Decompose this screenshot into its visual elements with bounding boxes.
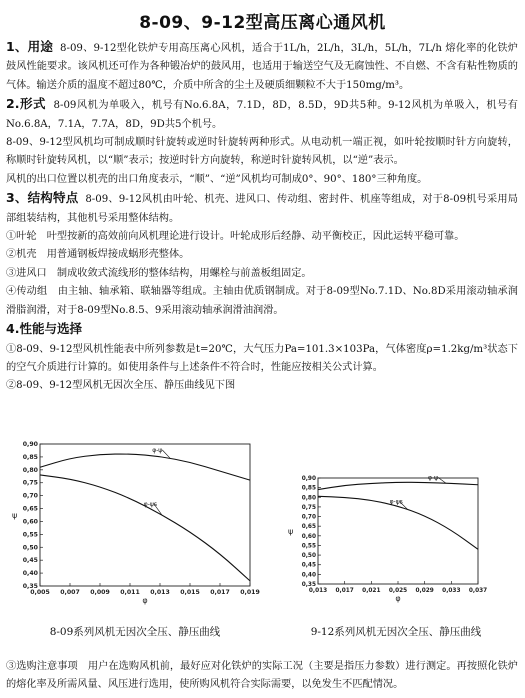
- y-tick-label: 0,80: [22, 466, 38, 474]
- y-tick-label: 0,85: [22, 453, 38, 461]
- y-tick-label: 0,80: [301, 495, 316, 502]
- y-tick-label: 0,85: [301, 485, 316, 492]
- list-item: ③进风口 制成收敛式流线形的整体结构，用螺栓与前盖板组固定。: [6, 267, 312, 279]
- y-tick-label: 0,60: [22, 518, 38, 526]
- series-line: [40, 475, 250, 581]
- charts-row: [0, 432, 525, 642]
- y-tick-label: 0,40: [22, 570, 38, 578]
- section-text: 8-09风机为单吸入，机号有No.6.8A，7.1D，8D，8.5D，9D共5种。9-12风机为单吸入，机号有No.6.8A，7.1A，7.7A，8D，9D共5个机号。: [6, 100, 518, 130]
- y-axis-label: ψ: [12, 511, 18, 520]
- x-tick-label: 0,009: [90, 589, 110, 596]
- list-item: ④传动组 由主轴、轴承箱、联轴器等组成。主轴由优质钢制成。对于8-09型No.7.1D、No.8D采用滚动轴承润滑脂润滑，对于8-09型No.8.5、9采用滚动轴承润滑油润滑。: [6, 286, 518, 316]
- y-tick-label: 0,55: [301, 543, 316, 550]
- series-label: φ-ψs: [389, 498, 403, 506]
- y-tick-label: 0,90: [301, 476, 316, 482]
- y-tick-label: 0,65: [22, 505, 38, 513]
- body-text: [6, 38, 518, 396]
- plot-frame: [40, 444, 250, 586]
- x-tick-label: 0,017: [210, 589, 230, 596]
- x-tick-label: 0,029: [415, 588, 434, 594]
- y-tick-label: 0,55: [22, 531, 38, 539]
- y-tick-label: 0,70: [22, 492, 38, 500]
- x-tick-label: 0,011: [120, 589, 140, 596]
- y-tick-label: 0,40: [301, 572, 316, 579]
- section-form: [6, 95, 518, 134]
- series-label: φ-ψ: [428, 474, 439, 482]
- section-text: 8-09、9-12型化铁炉专用高压离心风机，适合于1L/h，2L/h，3L/h，5L/h，7L/h 熔化率的化铁炉鼓风性能要求。该风机还可作为各种锻冶炉的鼓风用，也适用于输送空气及无腐蚀性、不自燃、不含有粘性物质的气体。输送介质的温度不超过80℃，介质中所含的尘土及硬质细颗粒不大于150mg/m³。: [6, 43, 518, 91]
- page-title: 8-09、9-12型高压离心通风机: [139, 13, 386, 33]
- x-tick-label: 0,019: [240, 589, 260, 596]
- y-tick-label: 0,60: [301, 533, 316, 540]
- y-tick-label: 0,35: [22, 583, 38, 590]
- series-line: [40, 454, 250, 480]
- y-tick-label: 0,50: [22, 544, 38, 552]
- section-usage: [6, 38, 518, 95]
- x-axis-label: φ: [142, 596, 148, 605]
- x-tick-label: 0,015: [180, 589, 200, 596]
- section-heading: 1、用途: [6, 39, 54, 54]
- chart-caption: 9-12系列风机无因次全压、静压曲线: [310, 626, 482, 638]
- section-text: 8-09、9-12风机由叶轮、机壳、进风口、传动组、密封件、机座等组成，对于8-09机号采用局部组装结构，其他机号采用整体结构。: [6, 194, 518, 224]
- x-tick-label: 0,033: [442, 588, 461, 594]
- series-label: φ-ψ: [152, 446, 163, 454]
- x-tick-label: 0,007: [60, 589, 80, 596]
- section-performance: [6, 320, 518, 340]
- plot-frame: [318, 478, 478, 584]
- chart-9-12: [284, 472, 488, 608]
- y-tick-label: 0,75: [22, 479, 38, 487]
- chart-caption: 8-09系列风机无因次全压、静压曲线: [49, 626, 221, 638]
- paragraph: 8-09、9-12型风机均可制成顺时针旋转或逆时针旋转两种形式。从电动机一端正视，如叶轮按顺时针方向旋转，称顺时针旋转风机，以“顺”表示；按逆时针方向旋转，称逆时针旋转风机，以“逆”表示。: [6, 137, 518, 167]
- x-tick-label: 0,013: [150, 589, 170, 596]
- y-tick-label: 0,35: [301, 582, 316, 588]
- y-tick-label: 0,70: [301, 514, 316, 521]
- x-tick-label: 0,013: [308, 588, 328, 594]
- x-tick-label: 0,025: [388, 588, 408, 594]
- paragraph: 风机的出口位置以机壳的出口角度表示，“顺”、“逆”风机均可制成0°、90°、180°三种角度。: [6, 173, 428, 185]
- series-label: φ-ψs: [143, 500, 158, 508]
- list-item: ①8-09、9-12型风机性能表中所列参数是t=20℃，大气压力Pa=101.3×103Pa，气体密度ρ=1.2kg/m³状态下的空气介质进行计算的。如使用条件与上述条件不符合时，性能应按相关公式计算。: [6, 343, 518, 373]
- x-tick-label: 0,017: [335, 588, 354, 594]
- list-item: ②机壳 用普通钢板焊接成蜗形壳整体。: [6, 249, 190, 261]
- list-item: ①叶轮 叶型按新的高效前向风机理论进行设计。叶轮成形后经静、动平衡校正，因此运转平稳可靠。: [6, 231, 465, 243]
- x-tick-label: 0,037: [468, 588, 488, 594]
- y-tick-label: 0,65: [301, 524, 316, 531]
- y-tick-label: 0,45: [301, 562, 316, 569]
- chart-8-09: [8, 436, 258, 608]
- x-axis-label: φ: [395, 594, 401, 603]
- footer-note: ③选购注意事项 用户在选购风机前，最好应对化铁炉的实际工况（主要是指压力参数）进行测定。再按照化铁炉的熔化率及所需风量、风压进行选用，使所购风机符合实际需要，以免发生不匹配情况。: [6, 661, 518, 691]
- x-tick-label: 0,005: [30, 589, 50, 596]
- y-tick-label: 0,75: [301, 504, 316, 511]
- y-axis-label: ψ: [288, 527, 294, 536]
- x-tick-label: 0,021: [362, 588, 381, 594]
- y-tick-label: 0,90: [22, 441, 38, 448]
- section-heading: 4.性能与选择: [6, 321, 82, 337]
- series-line: [318, 482, 478, 489]
- y-tick-label: 0,50: [301, 553, 316, 560]
- section-structure: [6, 189, 518, 228]
- section-heading: 2.形式: [6, 96, 46, 112]
- y-tick-label: 0,45: [22, 557, 38, 565]
- list-item: ②8-09、9-12型风机无因次全压、静压曲线见下图: [6, 380, 236, 392]
- section-heading: 3、结构特点: [6, 190, 79, 206]
